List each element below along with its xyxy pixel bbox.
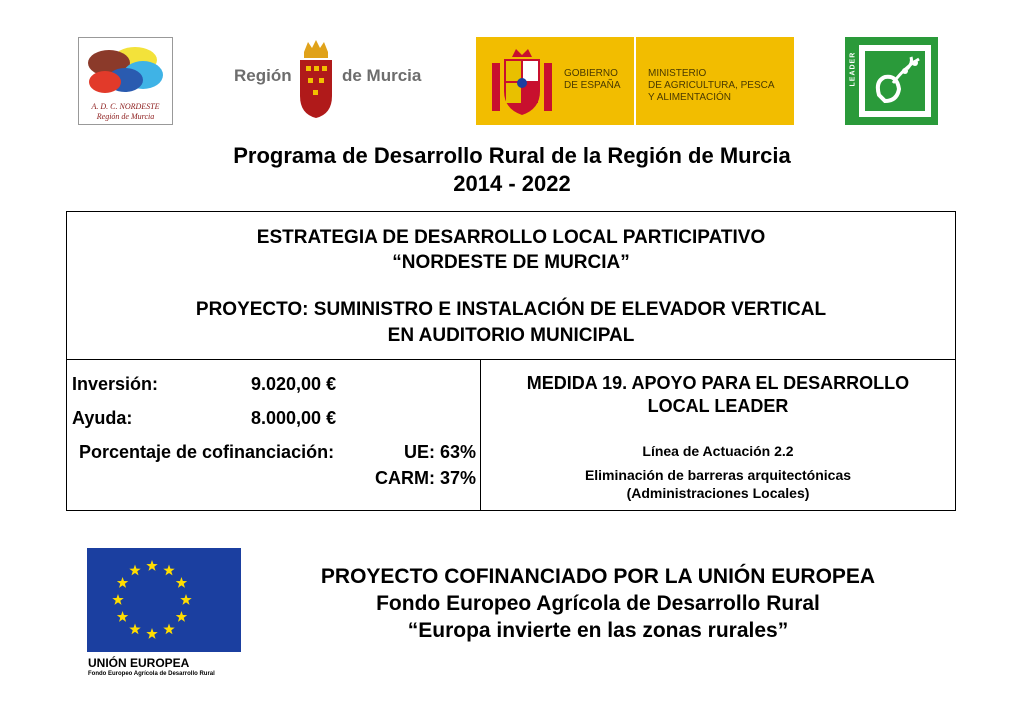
aid-value: 8.000,00 €	[251, 408, 337, 428]
eu-footer-line-3: “Europa invierte en las zonas rurales”	[407, 619, 789, 642]
project-line-1: PROYECTO: SUMINISTRO E INSTALACIÓN DE ELEVADOR VERTICAL	[195, 299, 827, 320]
adc-nordeste-logo-icon	[85, 42, 167, 100]
measure-line-1: MEDIDA 19. APOYO PARA EL DESARROLLO	[526, 373, 910, 393]
project-info-box	[66, 211, 956, 511]
eu-star-icon	[146, 628, 157, 639]
murcia-coat-of-arms-icon	[296, 38, 336, 120]
ministerio-line-2: DE AGRICULTURA, PESCA	[648, 80, 775, 91]
gobierno-line-1: GOBIERNO	[564, 68, 618, 79]
ministerio-line-1: MINISTERIO	[648, 68, 707, 79]
page-title	[0, 142, 1024, 198]
cofinancing-label: Porcentaje de cofinanciación:	[79, 442, 335, 462]
adc-logo-caption-2: Región de Murcia	[96, 112, 155, 121]
eu-star-icon	[176, 577, 187, 588]
leader-logo	[845, 37, 938, 125]
investment-label: Inversión:	[72, 374, 159, 394]
investment-value: 9.020,00 €	[251, 374, 337, 394]
eu-flag-icon	[87, 548, 241, 652]
spain-coat-of-arms-icon	[490, 45, 554, 119]
eu-star-icon	[163, 623, 174, 634]
measure-description-line-2: (Administraciones Locales)	[626, 485, 810, 501]
eu-star-icon	[176, 611, 187, 622]
adc-logo-caption-1: A. D. C. NORDESTE	[91, 102, 160, 111]
region-murcia-text-right: de Murcia	[342, 66, 422, 85]
measure-title	[481, 372, 955, 418]
gobierno-line-2: DE ESPAÑA	[564, 80, 621, 91]
measure-description	[481, 466, 955, 502]
eu-star-icon	[180, 594, 191, 605]
eu-label: UNIÓN EUROPEA	[88, 656, 190, 670]
measure-description-line-1: Eliminación de barreras arquitectónicas	[584, 467, 852, 483]
eu-footer-line-1: PROYECTO COFINANCIADO POR LA UNIÓN EUROPEA	[320, 565, 876, 588]
eu-sublabel: Fondo Europeo Agrícola de Desarrollo Rural	[88, 671, 215, 677]
leader-logo-icon	[845, 37, 938, 125]
region-murcia-logo	[232, 38, 427, 122]
strategy-line-2: “NORDESTE DE MURCIA”	[392, 252, 630, 273]
aid-label: Ayuda:	[72, 408, 133, 428]
eu-star-icon	[129, 623, 140, 634]
eu-star-icon	[117, 577, 128, 588]
eu-star-icon	[117, 611, 128, 622]
eu-star-icon	[146, 560, 157, 571]
eu-star-icon	[129, 565, 140, 576]
cofinancing-carm: CARM: 37%	[374, 468, 476, 488]
page-title-line-1: Programa de Desarrollo Rural de la Región de Murcia	[233, 143, 791, 168]
eu-flag	[87, 548, 241, 652]
strategy-line-1: ESTRATEGIA DE DESARROLLO LOCAL PARTICIPATIVO	[256, 227, 766, 248]
cofinancing-ue: UE: 63%	[403, 442, 476, 462]
page-title-line-2: 2014 - 2022	[453, 171, 571, 196]
eu-footer-line-2: Fondo Europeo Agrícola de Desarrollo Rural	[376, 592, 820, 615]
eu-star-icon	[112, 594, 123, 605]
region-murcia-text-left: Región	[234, 66, 292, 85]
box-divider-horizontal	[67, 359, 955, 360]
gobierno-separator	[634, 37, 636, 125]
project-line-2: EN AUDITORIO MUNICIPAL	[387, 325, 635, 346]
ministerio-line-3: Y ALIMENTACIÓN	[648, 92, 731, 103]
action-line: Línea de Actuación 2.2	[642, 443, 794, 459]
leader-vertical-text: LEADER	[849, 51, 857, 87]
eu-cofinancing-statement	[240, 563, 956, 644]
eu-star-icon	[163, 565, 174, 576]
adc-nordeste-logo	[78, 37, 173, 125]
measure-line-2: LOCAL LEADER	[647, 396, 789, 416]
gobierno-espana-logo	[476, 37, 794, 125]
